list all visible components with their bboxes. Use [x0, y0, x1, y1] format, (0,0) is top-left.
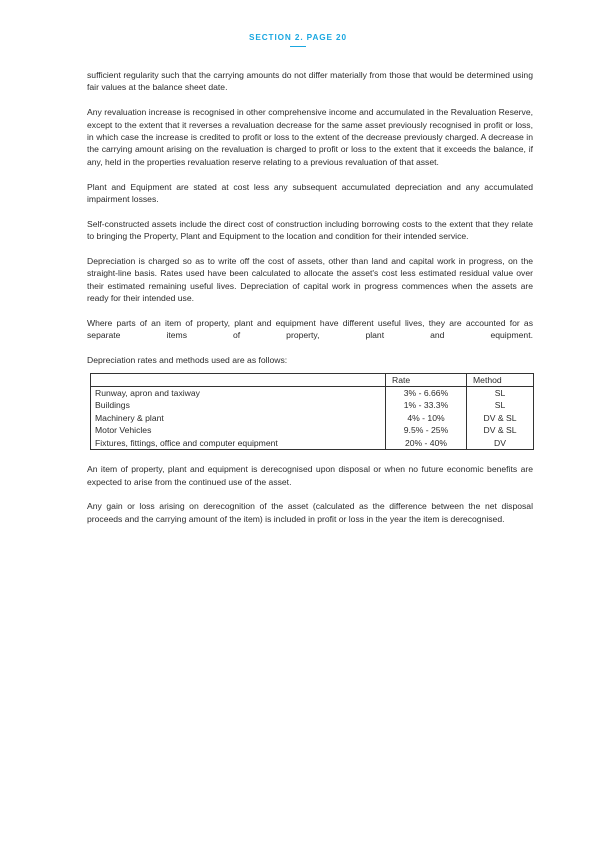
paragraph-derecognition: An item of property, plant and equipment is derecognised upon disposal or when no future economic benefits are expected to arise from the continued use of the asset. — [87, 464, 533, 487]
method-cell: SL — [467, 399, 534, 411]
rate-cell: 4% - 10% — [386, 412, 467, 424]
depreciation-rates-table — [90, 373, 534, 450]
paragraph-fair-value: sufficient regularity such that the carrying amounts do not differ materially from those that would be determined using fair values at the balance sheet date. — [87, 70, 533, 93]
section-page-header: SECTION 2. PAGE 20 — [249, 33, 347, 42]
paragraph-useful-lives: Where parts of an item of property, plant and equipment have different useful lives, they are accounted for as separate items of property, plant and equipment. — [87, 318, 533, 341]
paragraph-revaluation: Any revaluation increase is recognised in other comprehensive income and accumulated in the Revaluation Reserve, except to the extent that it reverses a revaluation decrease for the same asset previously recognised in profit or loss, in which case the increase is credited to profit or loss to the extent of the decrease previously charged. A decrease in the carrying amount arising on the revaluation is charged to profit or loss to the extent that it exceeds the balance, if any, held in the properties revaluation reserve relating to a previous revaluation of that asset. — [87, 107, 533, 167]
asset-cell: Machinery & plant — [95, 412, 164, 423]
rate-cell: 1% - 33.3% — [386, 399, 467, 411]
table-header-method: Method — [467, 373, 534, 386]
header-underline — [290, 46, 306, 47]
table-row — [91, 399, 534, 411]
table-row — [91, 387, 534, 400]
paragraph-rates-intro: Depreciation rates and methods used are as follows: — [87, 355, 288, 366]
table-row — [91, 424, 534, 436]
rate-cell: 9.5% - 25% — [386, 424, 467, 436]
rate-cell: 3% - 6.66% — [386, 387, 467, 400]
document-body — [87, 69, 533, 538]
paragraph-gain-loss: Any gain or loss arising on derecognition of the asset (calculated as the difference between the net disposal proceeds and the carrying amount of the item) is included in profit or loss in the year the item is derecognised. — [87, 501, 533, 524]
method-cell: DV & SL — [467, 412, 534, 424]
method-cell: SL — [467, 387, 534, 400]
table-header-asset — [91, 373, 386, 386]
paragraph-self-constructed: Self-constructed assets include the direct cost of construction including borrowing costs to the extent that they relate to bringing the Property, Plant and Equipment to the location and condition for their intended service. — [87, 218, 533, 242]
table-row — [91, 412, 534, 424]
asset-cell: Fixtures, fittings, office and computer equipment — [95, 437, 278, 448]
asset-cell: Motor Vehicles — [95, 425, 152, 436]
paragraph-depreciation: Depreciation is charged so as to write off the cost of assets, other than land and capital work in progress, on the straight-line basis. Rates used have been calculated to allocate the asset's cost less estimated residual value over their estimated remaining useful lives. Depreciation of capital work in progress commences when the assets are ready for their intended use. — [87, 256, 533, 304]
asset-cell: Buildings — [95, 400, 130, 411]
table-header-row — [91, 373, 534, 386]
table-row — [91, 437, 534, 450]
table-header-rate: Rate — [386, 373, 467, 386]
asset-cell: Runway, apron and taxiway — [95, 388, 200, 399]
rate-cell: 20% - 40% — [386, 437, 467, 450]
method-cell: DV — [467, 437, 534, 450]
paragraph-plant-equipment: Plant and Equipment are stated at cost less any subsequent accumulated depreciation and any accumulated impairment losses. — [87, 181, 533, 205]
method-cell: DV & SL — [467, 424, 534, 436]
